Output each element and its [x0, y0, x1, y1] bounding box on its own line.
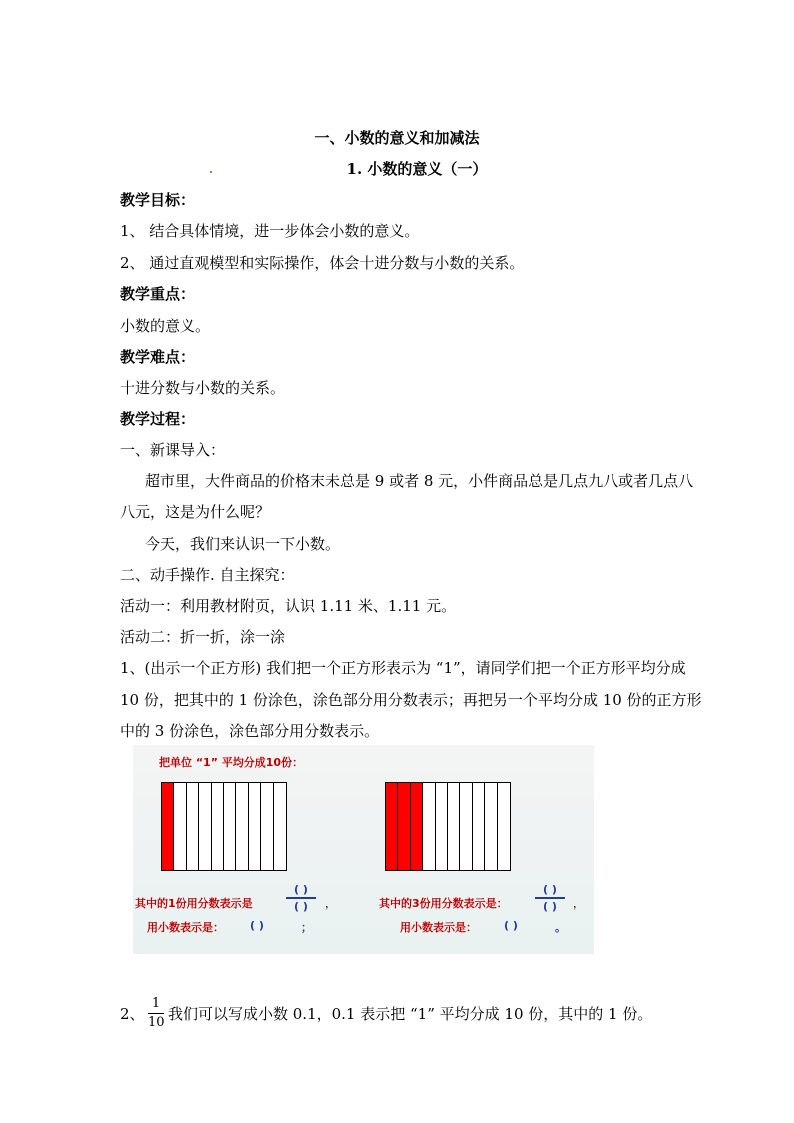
left-fraction-blank[interactable] — [286, 883, 316, 913]
goals-heading: 教学目标： — [120, 191, 196, 209]
key-heading: 教学重点： — [120, 285, 196, 303]
right-decimal-end: 。 — [555, 921, 566, 934]
step-1-line-2: 10 份，把其中的 1 份涂色，涂色部分用分数表示；再把另一个平均分成 10 份的正方形 — [120, 691, 702, 709]
left-decimal-blank[interactable]: ( ) — [250, 919, 264, 932]
right-comma: ， — [573, 897, 584, 910]
left-decimal-end: ； — [301, 921, 312, 934]
step-2-text: 我们可以写成小数 0.1，0.1 表示把 “1” 平均分成 10 份，其中的 1 份。 — [168, 1005, 653, 1023]
fraction-bar — [286, 897, 316, 899]
shaded-part — [386, 783, 398, 870]
unshaded-part — [274, 783, 286, 870]
unshaded-part — [436, 783, 448, 870]
unshaded-part — [448, 783, 460, 870]
unshaded-part — [498, 783, 510, 870]
paragraph-1-line-2: 八元，这是为什么呢？ — [120, 503, 271, 521]
unshaded-part — [174, 783, 186, 870]
shaded-part — [398, 783, 410, 870]
fraction-bar — [148, 1013, 164, 1014]
unshaded-part — [187, 783, 199, 870]
difficulty-heading: 教学难点： — [120, 348, 196, 366]
section-1-heading: 一、新课导入： — [120, 441, 226, 459]
lesson-subtitle: 1. 小数的意义（一） — [346, 160, 488, 178]
unshaded-part — [485, 783, 497, 870]
paragraph-1-line-1: 超市里，大件商品的价格末未总是 9 或者 8 元，小件商品总是几点九八或者几点八 — [145, 472, 694, 490]
step-1-line-3: 中的 3 份涂色，涂色部分用分数表示。 — [120, 722, 380, 740]
key-text: 小数的意义。 — [120, 317, 211, 335]
right-fraction-numerator: ( ) — [543, 883, 557, 896]
goal-2: 2、 通过直观模型和实际操作，体会十进分数与小数的关系。 — [120, 254, 525, 272]
left-comma: ， — [325, 897, 336, 910]
goal-1: 1、 结合具体情境，进一步体会小数的意义。 — [120, 222, 420, 240]
unshaded-part — [249, 783, 261, 870]
section-2-heading: 二、动手操作. 自主探究： — [120, 566, 295, 584]
step-2-prefix: 2、 — [120, 1005, 145, 1023]
unshaded-part — [473, 783, 485, 870]
left-square-divided — [161, 782, 287, 871]
right-decimal-label: 用小数表示是： — [400, 921, 477, 934]
step-1-line-1: 1、(出示一个正方形) 我们把一个正方形表示为 “1”，请同学们把一个正方形平均分成 — [120, 659, 686, 677]
unshaded-part — [460, 783, 472, 870]
right-decimal-blank[interactable]: ( ) — [504, 919, 518, 932]
unshaded-part — [224, 783, 236, 870]
fraction-figure — [133, 745, 594, 954]
page-title: 一、小数的意义和加减法 — [314, 129, 480, 147]
one-tenth-denominator: 10 — [148, 1015, 165, 1030]
left-fraction-numerator: ( ) — [294, 883, 308, 896]
left-fraction-denominator: ( ) — [294, 900, 308, 913]
right-fraction-blank[interactable] — [535, 883, 565, 913]
unshaded-part — [212, 783, 224, 870]
left-decimal-label: 用小数表示是： — [147, 921, 224, 934]
one-tenth-numerator: 1 — [151, 996, 161, 1011]
one-tenth-fraction — [148, 996, 164, 1031]
unshaded-part — [199, 783, 211, 870]
left-fraction-label: 其中的1份用分数表示是 — [135, 897, 253, 910]
process-heading: 教学过程： — [120, 410, 196, 428]
shaded-part — [162, 783, 174, 870]
paragraph-2: 今天，我们来认识一下小数。 — [145, 535, 341, 553]
activity-2: 活动二：折一折，涂一涂 — [120, 628, 286, 646]
figure-heading: 把单位 “1” 平均分成10份： — [159, 756, 304, 769]
shaded-part — [411, 783, 423, 870]
right-square-divided — [385, 782, 511, 871]
activity-1: 活动一：利用教材附页，认识 1.11 米、1.11 元。 — [120, 597, 457, 615]
unshaded-part — [236, 783, 248, 870]
fraction-bar — [535, 897, 565, 899]
difficulty-text: 十进分数与小数的关系。 — [120, 379, 286, 397]
right-fraction-label: 其中的3份用分数表示是： — [379, 897, 508, 910]
unshaded-part — [423, 783, 435, 870]
right-fraction-denominator: ( ) — [543, 900, 557, 913]
unshaded-part — [261, 783, 273, 870]
